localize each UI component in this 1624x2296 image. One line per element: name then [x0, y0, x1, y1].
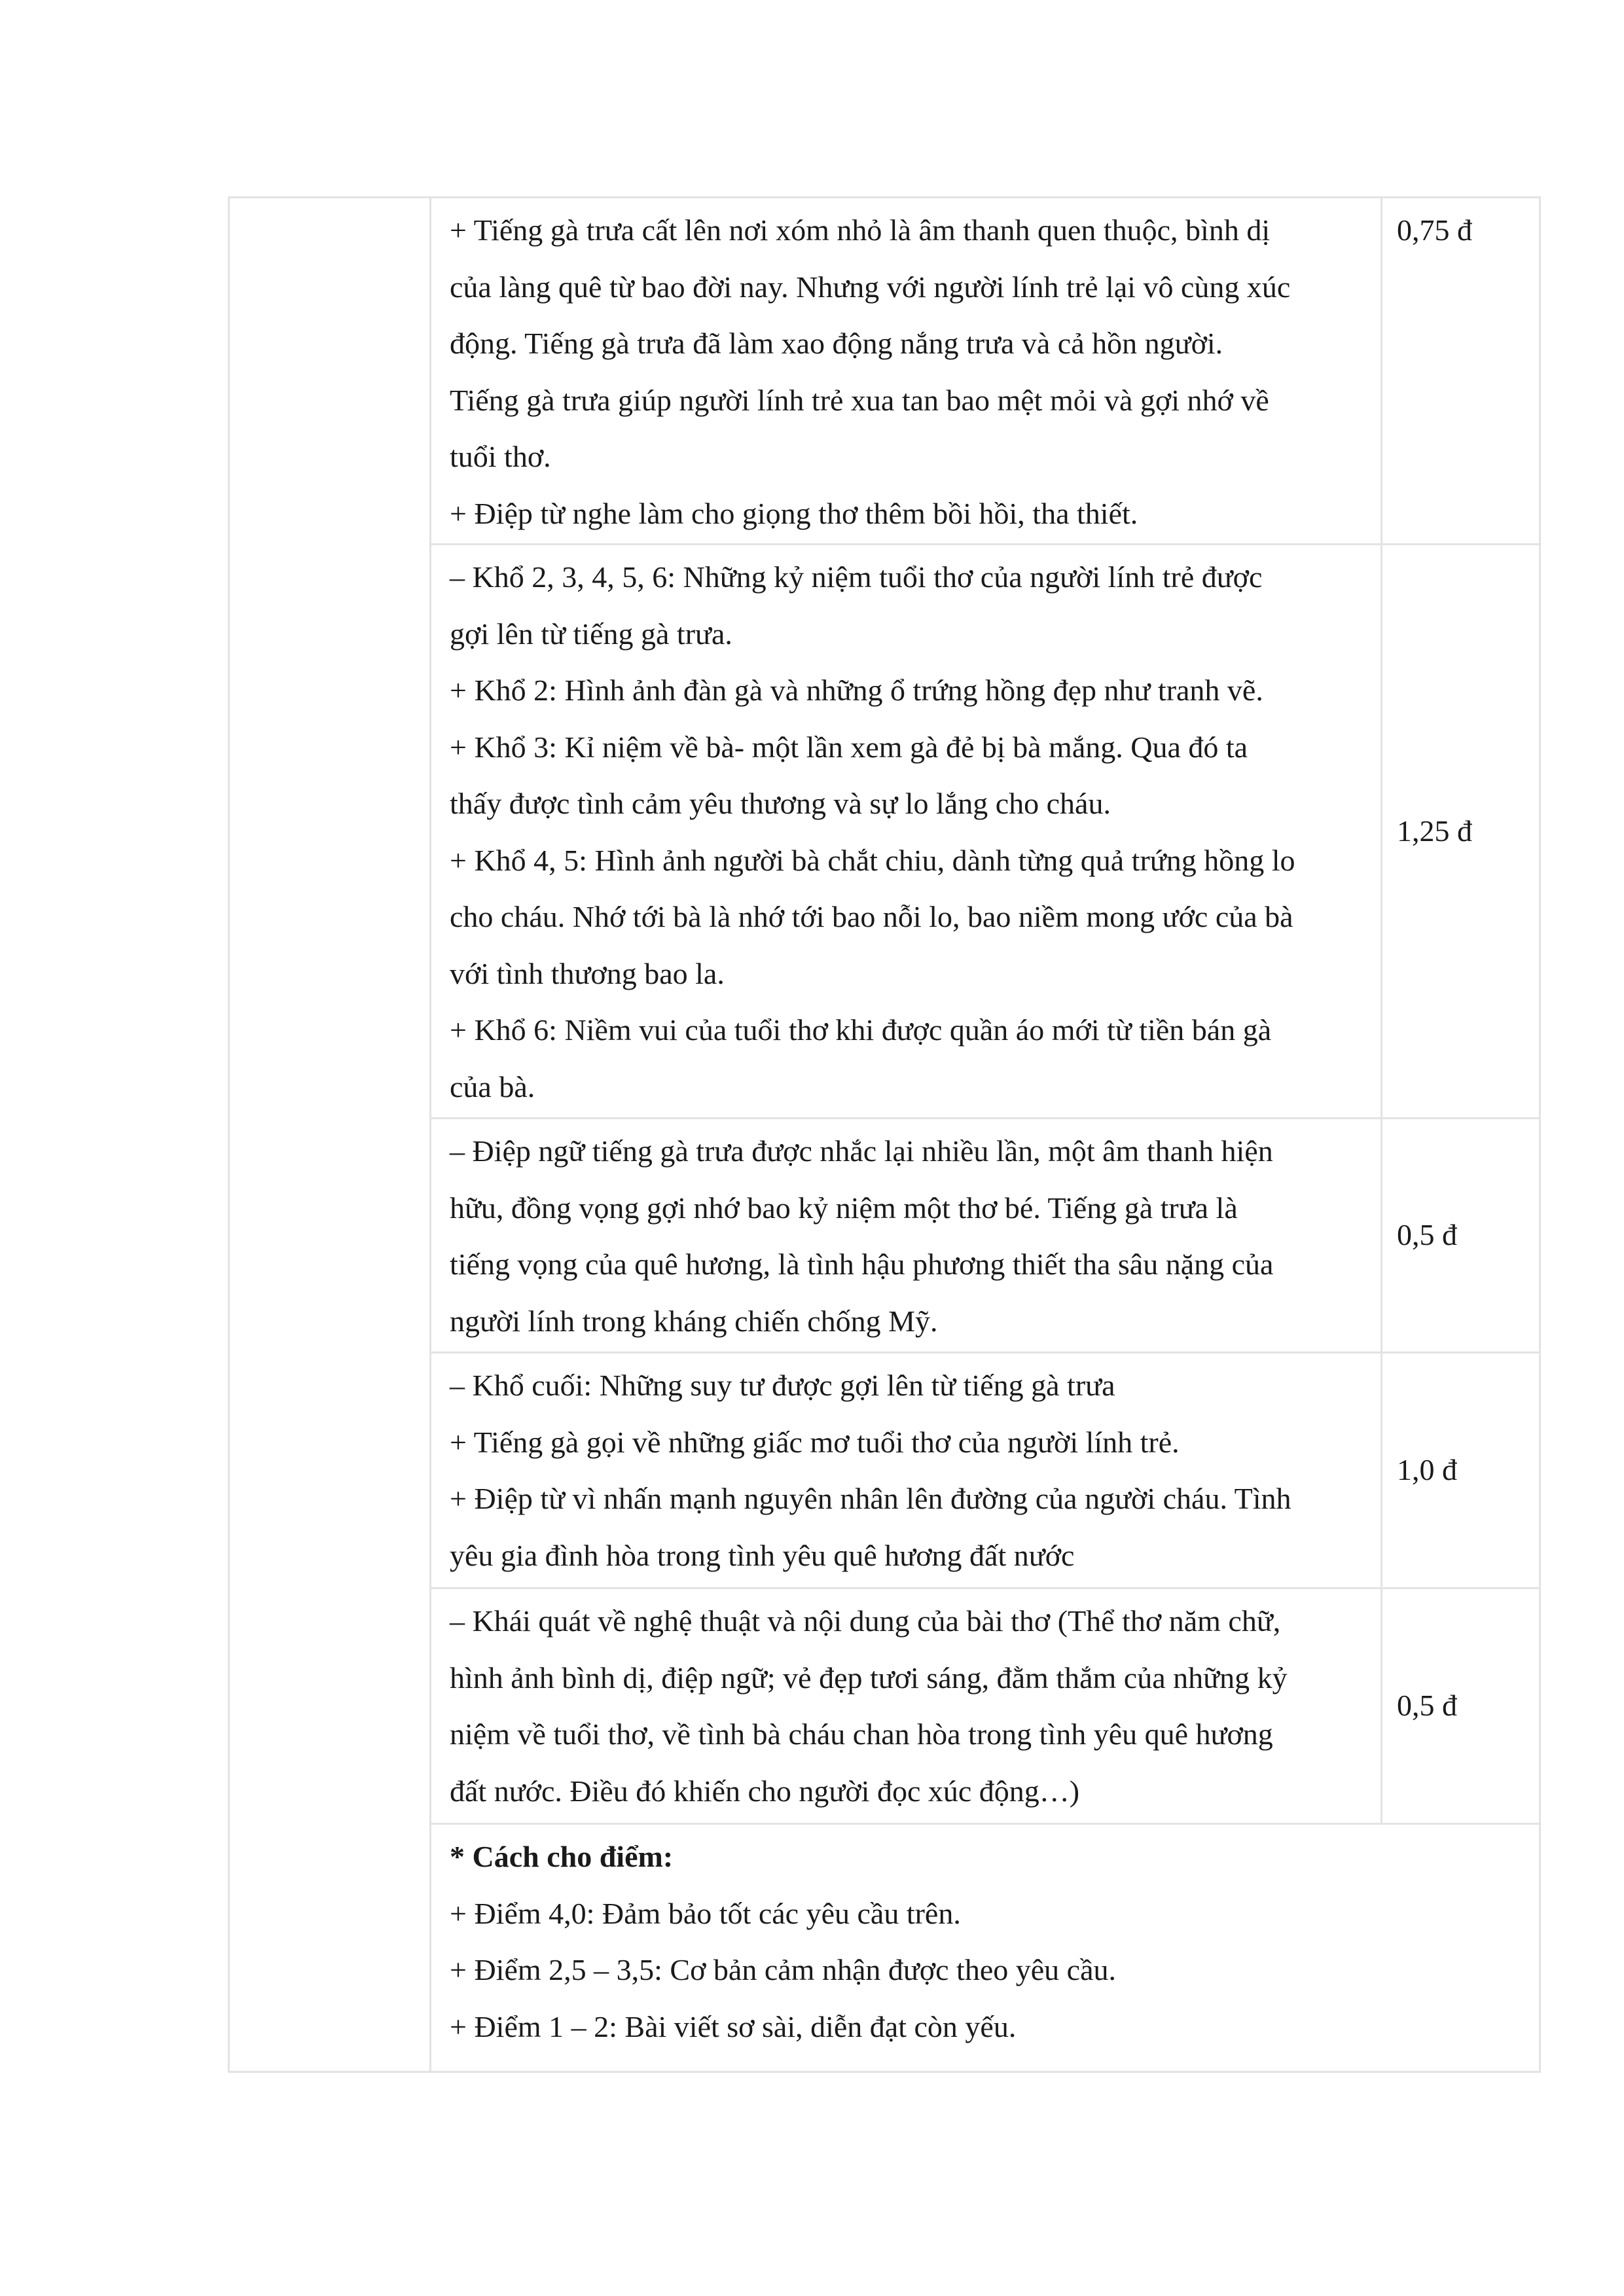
grading-table — [228, 196, 1541, 2073]
text-line: + Điểm 1 – 2: Bài viết sơ sài, diễn đạt còn yếu. — [450, 2009, 1017, 2043]
text-line: người lính trong kháng chiến chống Mỹ. — [450, 1304, 938, 1338]
score-value: 1,25 đ — [1397, 814, 1472, 848]
score-cell — [1382, 1353, 1540, 1588]
text-line: – Khổ cuối: Những suy tư được gợi lên từ tiếng gà trưa — [450, 1369, 1115, 1402]
text-line: – Khổ 2, 3, 4, 5, 6: Những kỷ niệm tuổi thơ của người lính trẻ được — [450, 560, 1263, 594]
score-cell — [1382, 545, 1540, 1119]
scoring-heading: * Cách cho điểm: — [450, 1840, 674, 1873]
text-line: động. Tiếng gà trưa đã làm xao động nắng trưa và cả hồn người. — [450, 327, 1223, 360]
text-line: + Điểm 4,0: Đảm bảo tốt các yêu cầu trên. — [450, 1896, 961, 1930]
score-value: 1,0 đ — [1397, 1453, 1457, 1487]
table-row — [229, 198, 1540, 545]
criteria-cell — [431, 1588, 1382, 1824]
text-line: với tình thương bao la. — [450, 956, 725, 990]
text-line: tiếng vọng của quê hương, là tình hậu phương thiết tha sâu nặng của — [450, 1247, 1274, 1281]
text-line: – Khái quát về nghệ thuật và nội dung của bài thơ (Thể thơ năm chữ, — [450, 1604, 1281, 1638]
scoring-guide-cell — [431, 1824, 1540, 2072]
criteria-cell — [431, 198, 1382, 545]
text-line: + Điệp từ nghe làm cho giọng thơ thêm bồi hồi, tha thiết. — [450, 496, 1138, 530]
score-cell — [1382, 198, 1540, 545]
text-line: hình ảnh bình dị, điệp ngữ; vẻ đẹp tươi sáng, đằm thắm của những kỷ — [450, 1660, 1288, 1695]
text-line: thấy được tình cảm yêu thương và sự lo lắng cho cháu. — [450, 787, 1111, 820]
score-value: 0,75 đ — [1397, 213, 1472, 247]
text-line: của bà. — [450, 1069, 535, 1103]
text-line: cho cháu. Nhớ tới bà là nhớ tới bao nỗi lo, bao niềm mong ước của bà — [450, 900, 1293, 933]
criteria-cell — [431, 545, 1382, 1119]
criteria-cell — [431, 1353, 1382, 1588]
text-line: niệm về tuổi thơ, về tình bà cháu chan hòa trong tình yêu quê hương — [450, 1717, 1273, 1751]
score-value: 0,5 đ — [1397, 1218, 1457, 1252]
text-line: đất nước. Điều đó khiến cho người đọc xúc động…) — [450, 1774, 1080, 1808]
text-line: yêu gia đình hòa trong tình yêu quê hương đất nước — [450, 1538, 1075, 1572]
text-line: gợi lên từ tiếng gà trưa. — [450, 617, 732, 651]
text-line: + Tiếng gà gọi về những giấc mơ tuổi thơ của người lính trẻ. — [450, 1425, 1180, 1459]
text-line: + Khổ 3: Kỉ niệm về bà- một lần xem gà đẻ bị bà mắng. Qua đó ta — [450, 730, 1248, 764]
text-line: + Điểm 2,5 – 3,5: Cơ bản cảm nhận được theo yêu cầu. — [450, 1953, 1116, 1986]
text-line: + Khổ 6: Niềm vui của tuổi thơ khi được quần áo mới từ tiền bán gà — [450, 1013, 1272, 1047]
criteria-cell — [431, 1119, 1382, 1353]
text-line: + Điệp từ vì nhấn mạnh nguyên nhân lên đường của người cháu. Tình — [450, 1482, 1291, 1515]
text-line: của làng quê từ bao đời nay. Nhưng với người lính trẻ lại vô cùng xúc — [450, 270, 1291, 304]
text-line: Tiếng gà trưa giúp người lính trẻ xua tan bao mệt mỏi và gợi nhớ về — [450, 383, 1269, 417]
text-line: + Khổ 2: Hình ảnh đàn gà và những ổ trứng hồng đẹp như tranh vẽ. — [450, 673, 1263, 707]
empty-left-column — [229, 198, 431, 2072]
text-line: + Khổ 4, 5: Hình ảnh người bà chắt chiu, dành từng quả trứng hồng lo — [450, 843, 1295, 877]
score-value: 0,5 đ — [1397, 1689, 1457, 1723]
text-line: + Tiếng gà trưa cất lên nơi xóm nhỏ là âm thanh quen thuộc, bình dị — [450, 213, 1271, 247]
text-line: – Điệp ngữ tiếng gà trưa được nhắc lại nhiều lần, một âm thanh hiện — [450, 1134, 1273, 1168]
text-line: tuổi thơ. — [450, 440, 551, 473]
score-cell — [1382, 1119, 1540, 1353]
text-line: hữu, đồng vọng gợi nhớ bao kỷ niệm một thơ bé. Tiếng gà trưa là — [450, 1191, 1238, 1225]
score-cell — [1382, 1588, 1540, 1824]
